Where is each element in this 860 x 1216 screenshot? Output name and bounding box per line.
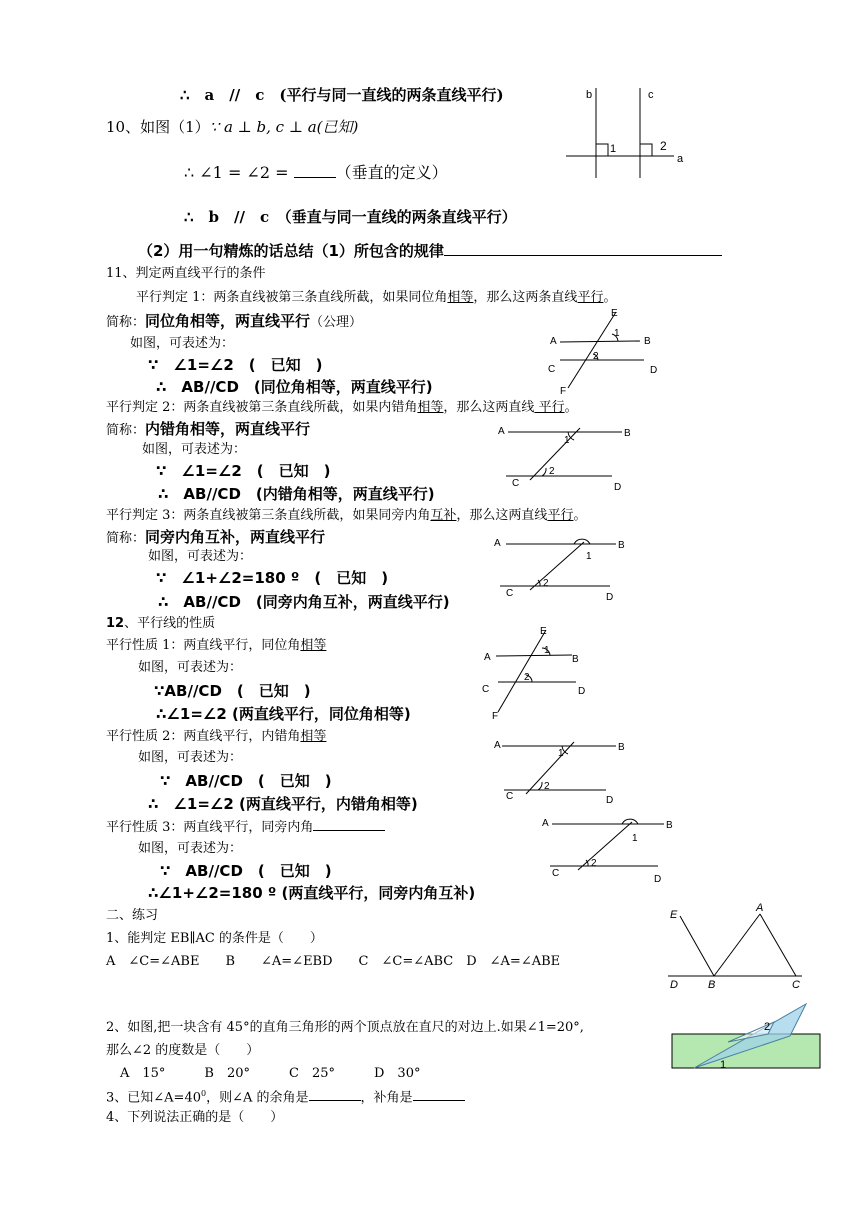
label-2: 2 — [593, 351, 599, 362]
label-c: c — [648, 89, 654, 101]
label-c: C — [482, 684, 490, 695]
label-1: 1 — [720, 1059, 727, 1071]
exercise-q4: 4、下列说法正确的是（ ） — [106, 1110, 284, 1125]
line-ac — [760, 914, 796, 976]
figure-property-1 — [482, 624, 602, 720]
right-angle-2 — [640, 144, 652, 156]
q10-line2 — [184, 163, 448, 182]
transversal — [578, 822, 632, 870]
figure-property-2 — [492, 736, 642, 808]
transversal — [530, 428, 580, 480]
label-b: b — [586, 89, 593, 101]
label-2: 2 — [591, 858, 597, 869]
angle-2-arc — [542, 468, 546, 476]
judgement-1-short: 简称：同位角相等，两直线平行（公理） — [106, 312, 363, 330]
label-1: 1 — [544, 645, 550, 656]
line-ef — [568, 312, 616, 388]
label-d: D — [578, 686, 586, 697]
line-ab — [496, 655, 572, 656]
judgement-1: 平行判定 1：两条直线被第三条直线所截，如果同位角相等，那么这两条直线平行。 — [136, 290, 617, 305]
section-12-title: 12、平行线的性质 — [106, 616, 216, 631]
label-1: 1 — [558, 748, 564, 759]
exercise-q3: 3、已知$\angle A=40^0$，则∠A 的余角是 ，补角是 — [106, 1089, 465, 1106]
property-3-fig-label: 如图，可表述为： — [138, 841, 243, 856]
label-d: D — [650, 365, 658, 376]
label-a: A — [494, 538, 501, 549]
judgement-3-fig-label: 如图，可表述为： — [148, 549, 253, 564]
line-ba — [714, 914, 760, 976]
parallel-conclusion-ac: ∴ a // c (平行与同一直线的两条直线平行) — [180, 86, 504, 104]
property-2-fig-label: 如图，可表述为： — [138, 750, 243, 765]
q10-angle-eq: ∴ ∠1 = ∠2 = — [184, 163, 289, 182]
label-2: 2 — [549, 466, 555, 477]
property-2-step2: ∴ ∠1=∠2 (两直线平行，内错角相等) — [148, 795, 418, 813]
property-3-step2: ∴∠1+∠2=180 º (两直线平行，同旁内角互补) — [148, 884, 476, 902]
judgement-3-step2: ∴ AB//CD (同旁内角互补，两直线平行) — [158, 593, 450, 611]
label-c: C — [506, 588, 514, 599]
q10-summary-label: （2）用一句精炼的话总结（1）所包含的规律 — [138, 242, 444, 260]
line-eb — [680, 916, 714, 976]
label-c: C — [506, 791, 514, 802]
label-1: 1 — [610, 143, 617, 155]
judgement-2-step2: ∴ AB//CD (内错角相等，两直线平行) — [158, 485, 435, 503]
judgement-2-short: 简称：内错角相等，两直线平行 — [106, 420, 311, 438]
exercise-q2-line1: 2、如图,把一块含有 45°的直角三角形的两个顶点放在直尺的对边上.如果∠1=20°, — [106, 1020, 584, 1035]
exercise-q1-options[interactable]: A ∠C=∠ABE B ∠A=∠EBD C ∠C=∠ABC D ∠A=∠ABE — [106, 954, 561, 969]
label-b: B — [708, 979, 716, 991]
q3-supplement-blank[interactable] — [413, 1089, 465, 1101]
property-2-step1: ∵ AB//CD ( 已知 ) — [160, 772, 332, 790]
label-d: D — [606, 592, 614, 603]
label-c: C — [792, 979, 800, 991]
label-a: A — [484, 652, 491, 663]
q10-summary-blank[interactable] — [444, 243, 722, 256]
label-a: A — [542, 818, 549, 829]
line-ef — [498, 630, 546, 712]
judgement-2-fig-label: 如图，可表述为： — [142, 442, 247, 457]
figure-property-3 — [540, 814, 680, 886]
judgement-1-fig-label: 如图，可表述为： — [130, 336, 235, 351]
right-angle-1 — [596, 144, 608, 156]
label-d: D — [606, 795, 614, 806]
section-11-title: 11、判定两直线平行的条件 — [106, 266, 266, 281]
label-a: A — [550, 336, 557, 347]
label-d: D — [670, 979, 678, 991]
q10-reason: （垂直的定义） — [335, 163, 448, 182]
figure-co-interior-angles — [492, 532, 642, 606]
label-a: A — [494, 740, 501, 751]
figure-q1-triangles — [664, 900, 810, 991]
label-f: F — [492, 711, 499, 722]
label-b: B — [666, 820, 673, 831]
q10-answer-blank[interactable] — [294, 163, 336, 178]
angle-2-arc — [538, 782, 542, 790]
property-3-step1: ∵ AB//CD ( 已知 ) — [160, 862, 332, 880]
label-e: E — [611, 308, 618, 319]
label-2: 2 — [543, 578, 549, 589]
figure-q2-ruler-triangle — [670, 1000, 826, 1074]
label-2: 2 — [764, 1021, 771, 1033]
label-1: 1 — [564, 435, 570, 446]
q10-summary-prompt — [138, 242, 722, 260]
label-2: 2 — [524, 672, 530, 683]
label-2: 2 — [544, 781, 550, 792]
figure-perpendicular — [560, 80, 700, 190]
exercise-q1: 1、能判定 EB∥AC 的条件是（ ） — [106, 931, 323, 946]
transversal — [530, 542, 584, 590]
label-f: F — [560, 386, 567, 397]
transversal — [526, 742, 574, 794]
label-b: B — [618, 540, 625, 551]
label-a: a — [677, 153, 684, 165]
property-3: 平行性质 3：两直线平行，同旁内角 — [106, 819, 385, 836]
figure-corresponding-angles — [546, 306, 676, 398]
q10-number: 10、如图（1） — [106, 118, 210, 136]
figure-alternate-angles — [496, 420, 646, 494]
label-d: D — [654, 874, 662, 885]
label-2: 2 — [660, 139, 667, 153]
label-b: B — [644, 336, 651, 347]
exercise-q2-line2: 那么∠2 的度数是（ ） — [106, 1043, 260, 1058]
exercise-q2-options[interactable]: A 15° B 20° C 25° D 30° — [120, 1066, 421, 1081]
label-b: B — [618, 742, 625, 753]
label-1: 1 — [586, 551, 592, 562]
judgement-1-step2: ∴ AB//CD (同位角相等，两直线平行) — [156, 378, 433, 396]
label-c: C — [552, 868, 560, 879]
judgement-2: 平行判定 2：两条直线被第三条直线所截，如果内错角相等，那么这两直线 平行。 — [106, 400, 578, 415]
property-1-fig-label: 如图，可表述为： — [138, 660, 243, 675]
line-ab — [560, 341, 640, 342]
property-2: 平行性质 2：两直线平行，内错角相等 — [106, 729, 327, 744]
label-1: 1 — [632, 833, 638, 844]
judgement-1-step1: ∵ ∠1=∠2 ( 已知 ) — [148, 356, 323, 374]
label-e: E — [670, 909, 678, 921]
exercise-title: 二、练习 — [106, 908, 159, 923]
property-1: 平行性质 1：两直线平行，同位角相等 — [106, 638, 327, 653]
judgement-3: 平行判定 3：两条直线被第三条直线所截，如果同旁内角互补，那么这两直线平行。 — [106, 508, 587, 523]
q10-conclusion: ∴ b // c （垂直与同一直线的两条直线平行） — [184, 208, 517, 226]
q10-given: ∵ a ⊥ b, c ⊥ a(已知) — [209, 118, 359, 136]
property-1-step2: ∴∠1=∠2 (两直线平行，同位角相等) — [156, 705, 411, 723]
label-a: A — [756, 902, 764, 914]
q10-line1 — [106, 118, 358, 136]
q3-complement-blank[interactable] — [309, 1089, 361, 1101]
label-d: D — [614, 482, 622, 493]
label-b: B — [572, 654, 579, 665]
label-e: E — [540, 626, 547, 637]
property-1-step1: ∵AB//CD ( 已知 ) — [154, 682, 311, 700]
label-1: 1 — [614, 328, 620, 339]
judgement-3-step1: ∵ ∠1+∠2=180 º ( 已知 ) — [156, 569, 389, 587]
label-b: B — [624, 428, 631, 439]
label-c: C — [548, 364, 556, 375]
label-a: A — [498, 426, 505, 437]
judgement-2-step1: ∵ ∠1=∠2 ( 已知 ) — [156, 462, 331, 480]
label-c: C — [512, 478, 520, 489]
judgement-3-short: 简称：同旁内角互补，两直线平行 — [106, 528, 326, 546]
property-3-blank[interactable] — [313, 819, 385, 831]
